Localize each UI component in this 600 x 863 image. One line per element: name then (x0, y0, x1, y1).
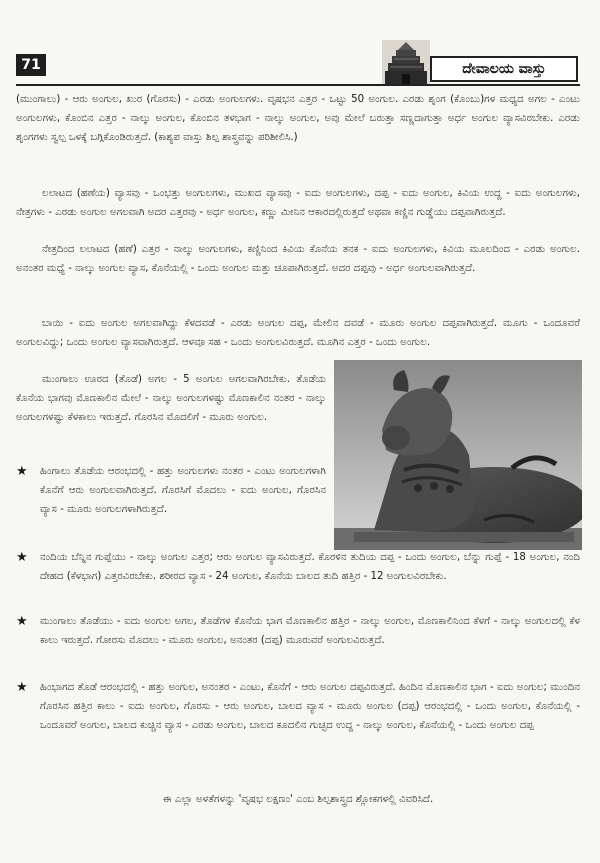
bullet-star-icon: ★ (16, 680, 28, 695)
bullet-hind-part: ಹಿಂಭಾಗದ ತೊಡೆ ಆರಂಭದಲ್ಲಿ - ಹತ್ತು ಅಂಗುಲ, ಅನಂತರ - ಎಂಟು, ಕೊನೆಗೆ - ಆರು ಅಂಗುಲ ದಪ್ಪವಿರುತ್ತದೆ. ಹಿಂದಿನ ಮೊಣಕಾಲಿನ ಭಾಗ - ಐದು ಅಂಗುಲ; ಮುಂದಿನ ಗೊರಸಿನ ಹತ್ತಿರ ಕಾಲು - ಐದು ಅಂಗುಲ, ಗೊರಸು - ಆರು ಅಂಗುಲ, ಬಾಲದ ವ್ಯಾಸ - ಮೂರು ಅಂಗುಲ (ದಪ್ಪ) ಆರಂಭದಲ್ಲಿ - ಒಂದು ಅಂಗುಲ, ಕೊನೆಯಲ್ಲಿ - ಒಂದೂವರೆ ಅಂಗುಲ, ಬಾಲದ ಕುಚ್ಚಿನ ವ್ಯಾಸ - ಎರಡು ಅಂಗುಲ, ಬಾಲದ ಕೂದಲಿನ ಗುಚ್ಛದ ಉದ್ದ - ನಾಲ್ಕು ಅಂಗುಲ, ಕೊನೆಯಲ್ಲಿ - ಒಂದು ಅಂಗುಲ ದಪ್ಪ (40, 682, 580, 731)
paragraph-horns: (ಮುಂಗಾಲು) - ಆರು ಅಂಗುಲ, ಖುರ (ಗೊರಸು) - ಎರಡು ಅಂಗುಲಗಳು. ವೃಷಭನ ಎತ್ತರ - ಒಟ್ಟು 50 ಅಂಗುಲ. ಎರಡು ಶೃಂಗ (ಕೊಂಬು)ಗಳ ಮಧ್ಯದ ಅಗಲ - ಎಂಟು ಅಂಗುಲಗಳು, ಕೊಂಬಿನ ಎತ್ತರ - ನಾಲ್ಕು ಅಂಗುಲ, ಕೊಂಬಿನ ತಳಭಾಗ - ನಾಲ್ಕು ಅಂಗುಲ, ಅವು ಮೇಲೆ ಬರುತ್ತಾ ಸಣ್ಣದಾಗುತ್ತಾ ಅರ್ಧ ಅಂಗುಲ ವ್ಯಾಸವಿರಬೇಕು. ಎರಡು ಶೃಂಗಗಳು ಸ್ವಲ್ಪ ಒಳಕ್ಕೆ ಬಗ್ಗಿಕೊಂಡಿರುತ್ತದೆ. (ಕಾಶ್ಯಪ ವಾಸ್ತು ಶಿಲ್ಪ ಶಾಸ್ತ್ರವನ್ನು ಪರಿಶೀಲಿಸಿ.) (16, 94, 580, 143)
bullet-star-icon: ★ (16, 464, 28, 479)
nandi-statue-photo (334, 360, 582, 550)
page-number: 71 (16, 54, 46, 76)
bullet-star-icon: ★ (16, 614, 28, 629)
closing-note: ಈ ಎಲ್ಲಾ ಅಳತೆಗಳನ್ನು 'ವೃಷಭ ಲಕ್ಷಣಂ' ಎಂಬ ಶಿಲ್ಪಶಾಸ್ತ್ರದ ಶ್ಲೋಕಗಳಲ್ಲಿ ವಿವರಿಸಿದೆ. (162, 794, 434, 805)
chapter-title: ದೇವಾಲಯ ವಾಸ್ತು (430, 56, 578, 82)
bullet-hump: ನಂದಿಯ ಬೆನ್ನಿನ ಗುಪ್ಪೆಯು - ನಾಲ್ಕು ಅಂಗುಲ ಎತ್ತರ; ಆರು ಅಂಗುಲ ವ್ಯಾಸವಿರುತ್ತದೆ. ಕೊರಳಿನ ತುದಿಯ ದಪ್ಪ - ಒಂದು ಅಂಗುಲ, ಬೆನ್ನು ಗುಪ್ಪೆ - 18 ಅಂಗುಲ, ನಂದಿ ದೇಹದ (ಕೆಳಭಾಗ) ಎತ್ತರವಿರಬೇಕು. ಶರೀರದ ವ್ಯಾಸ - 24 ಅಂಗುಲ, ಕೊನೆಯ ಬಾಲದ ತುದಿ ಹತ್ತಿರ - 12 ಅಂಗುಲವಿರಬೇಕು. (40, 552, 580, 582)
paragraph-forehead: ಲಲಾಟದ (ಹಣೆಯ) ವ್ಯಾಸವು - ಒಂಭತ್ತು ಅಂಗುಲಗಳು, ಮುಖದ ವ್ಯಾಸವು - ಐದು ಅಂಗುಲಗಳು, ದಪ್ಪ - ಐದು ಅಂಗುಲ, ಕಿವಿಯ ಉದ್ದ - ಐದು ಅಂಗುಲಗಳು, ನೇತ್ರಗಳು - ಎರಡು ಅಂಗುಲ ಅಗಲವಾಗಿ ಅದರ ಎತ್ತರವು - ಅರ್ಧ ಅಂಗುಲ, ಕಣ್ಣು ಮೀನಿನ ಆಕಾರದಲ್ಲಿರುತ್ತದೆ ಅಥವಾ ಕಣ್ಣಿನ ಗುಡ್ಡೆಯು ದಪ್ಪವಾಗಿರುತ್ತದೆ. (16, 188, 580, 218)
paragraph-mouth-nose: ಬಾಯಿ - ಐದು ಅಂಗುಲ ಅಗಲವಾಗಿದ್ದು ಕೆಳದವಡೆ - ಎರಡು ಅಂಗುಲ ದಪ್ಪ, ಮೇಲಿನ ದವಡೆ - ಮೂರು ಅಂಗುಲ ದಪ್ಪವಾಗಿರುತ್ತದೆ. ಮೂಗು - ಒಂದೂವರೆ ಅಂಗುಲವಿದ್ದು; ಒಂದು ಅಂಗುಲ ವ್ಯಾಸವಾಗಿರುತ್ತದೆ. ಆಳವೂ ಸಹ - ಒಂದು ಅಂಗುಲವಿರುತ್ತದೆ. ಮೂಗಿನ ಎತ್ತರ - ಒಂದು ಅಂಗುಲ. (16, 318, 580, 348)
bullet-hind-thigh: ಹಿಂಗಾಲು ತೊಡೆಯ ಆರಂಭದಲ್ಲಿ - ಹತ್ತು ಅಂಗುಲಗಳು ನಂತರ - ಎಂಟು ಅಂಗುಲಗಳಾಗಿ ಕೊನೆಗೆ ಆರು ಅಂಗುಲವಾಗಿರುತ್ತದೆ. ಗೊರಸಿಗೆ ಮೊದಲು - ಐದು ಅಂಗುಲ, ಗೊರಸಿನ ವ್ಯಾಸ - ಮೂರು ಅಂಗುಲಗಳಾಗಿರುತ್ತದೆ. (40, 466, 326, 515)
paragraph-eyes-ears: ನೇತ್ರದಿಂದ ಲಲಾಟದ (ಹಣೆ) ಎತ್ತರ - ನಾಲ್ಕು ಅಂಗುಲಗಳು, ಕಣ್ಣಿನಿಂದ ಕಿವಿಯ ಕೊನೆಯ ತನಕ - ಐದು ಅಂಗುಲಗಳು, ಕಿವಿಯ ಮೂಲದಿಂದ - ಎರಡು ಅಂಗುಲ. ಅನಂತರ ಮಧ್ಯೆ - ನಾಲ್ಕು ಅಂಗುಲ ವ್ಯಾಸ, ಕೊನೆಯಲ್ಲಿ - ಒಂದು ಅಂಗುಲ ಮತ್ತು ಚೂಪಾಗಿರುತ್ತದೆ. ಅದರ ದಪ್ಪವು - ಅರ್ಧ ಅಂಗುಲವಾಗಿರುತ್ತದೆ. (16, 244, 580, 274)
bullet-star-icon: ★ (16, 550, 28, 565)
header-divider (16, 84, 580, 86)
bullet-fore-thigh: ಮುಂಗಾಲು ತೊಡೆಯು - ಐದು ಅಂಗುಲ ಅಗಲ, ತೊಡೆಗಳ ಕೊನೆಯ ಭಾಗ ಮೊಣಕಾಲಿನ ಹತ್ತಿರ - ನಾಲ್ಕು ಅಂಗುಲ, ಮೊಣಕಾಲಿನಿಂದ ಕೆಳಗೆ - ನಾಲ್ಕು ಅಂಗುಲದಲ್ಲಿ ಕೆಳ ಕಾಲು ಇರುತ್ತದೆ. ಗೋರಸು ಮೊದಲು - ಮೂರು ಅಂಗುಲ, ಅನಂತರ (ದಪ್ಪ) ಮೂರುವರೆ ಅಂಗುಲವಿರುತ್ತದೆ. (40, 616, 580, 646)
paragraph-foreleg: ಮುಂಗಾಲು ಊರದ (ತೊಡೆ) ಅಗಲ - 5 ಅಂಗುಲ ಅಗಲವಾಗಿರಬೇಕು. ತೊಡೆಯ ಕೊನೆಯ ಭಾಗವು ಮೊಣಕಾಲಿನ ಮೇಲೆ - ನಾಲ್ಕು ಅಂಗುಲಗಳಷ್ಟು ಮೊಣಕಾಲಿನ ನಂತರ - ನಾಲ್ಕು ಅಂಗುಲಗಳಷ್ಟು ಕೆಳಕಾಲು ಇರುತ್ತದೆ. ಗೊರಸಿನ ಮೊದಲಿಗೆ - ಮೂರು ಅಂಗುಲ. (16, 374, 326, 423)
temple-gopura-icon (382, 40, 430, 84)
